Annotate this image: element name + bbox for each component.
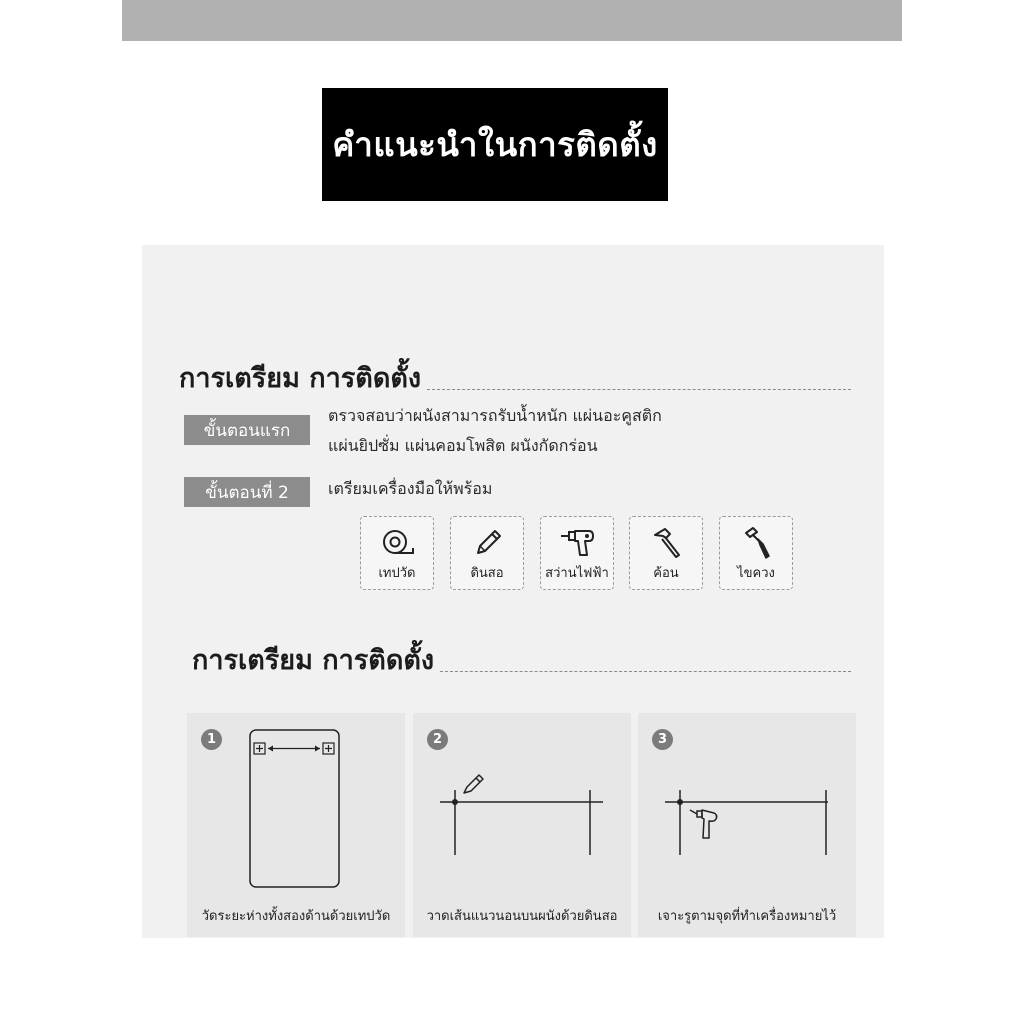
tape-measure-icon [380,525,416,561]
install-step-card-3 [638,713,856,937]
tool-hammer [629,516,703,590]
drill-holes-diagram [638,713,856,937]
installation-heading-text: การเตรียม การติดตั้ง [192,645,435,676]
draw-line-diagram [413,713,631,937]
pencil-icon [464,775,483,793]
tool-label: สว่านไฟฟ้า [545,566,609,581]
tool-label: ค้อน [653,566,679,581]
preparation-heading-text: การเตรียม การติดตั้ง [179,363,422,394]
step-caption: วัดระยะห่างทั้งสองด้านด้วยเทปวัด [201,909,391,924]
step-1-label: ขั้นตอนแรก [184,415,310,445]
install-step-card-1 [187,713,405,937]
page-title: คำแนะนำในการติดตั้ง [322,88,668,201]
heading-divider [427,389,851,390]
tool-label: ไขควง [737,566,775,581]
tool-tape-measure [360,516,434,590]
pencil-icon [470,525,506,561]
step-number: 2 [427,729,448,750]
step-number: 3 [652,729,673,750]
step-caption: เจาะรูตามจุดที่ทำเครื่องหมายไว้ [657,909,837,924]
tool-electric-drill [540,516,614,590]
step-1-text-line-1: ตรวจสอบว่าผนังสามารถรับน้ำหนัก แผ่นอะคูสติก [328,406,662,425]
step-caption: วาดเส้นแนวนอนบนผนังด้วยดินสอ [426,909,618,924]
heading-divider [440,671,851,672]
hammer-icon [649,525,685,561]
tool-screwdriver [719,516,793,590]
tool-label: เทปวัด [378,566,416,581]
screwdriver-icon [739,525,775,561]
step-1-text-line-2: แผ่นยิปซั่ม แผ่นคอมโพสิต ผนังกัดกร่อน [328,436,598,455]
measure-diagram [187,713,405,937]
step-number: 1 [201,729,222,750]
top-bar [122,0,902,41]
install-step-card-2 [413,713,631,937]
tool-pencil [450,516,524,590]
preparation-heading [179,356,851,399]
tool-label: ดินสอ [470,566,504,581]
electric-drill-icon [690,810,717,838]
installation-heading [192,638,851,681]
step-2-text: เตรียมเครื่องมือให้พร้อม [328,479,493,498]
electric-drill-icon [560,525,596,561]
step-2-label: ขั้นตอนที่ 2 [184,477,310,507]
